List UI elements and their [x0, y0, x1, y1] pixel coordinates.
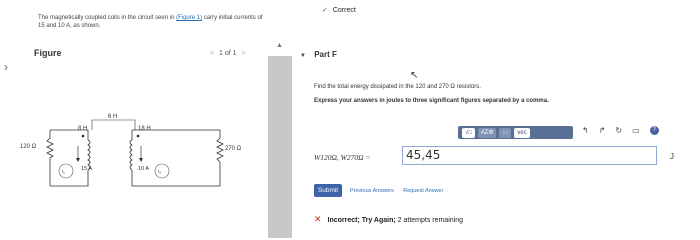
attempts-remaining: 2 attempts remaining	[397, 217, 464, 224]
problem-text-2: carry initial currents of 15 and 10 A, as shown.	[38, 15, 263, 29]
i1-symbol: i₁	[62, 169, 65, 175]
i2-value: 10 A	[138, 166, 150, 172]
r-right-label: 270 Ω	[225, 146, 242, 152]
answer-input[interactable]: 45,45	[402, 146, 657, 165]
vector-button[interactable]: vec	[514, 128, 529, 138]
reset-icon[interactable]: ↻	[615, 126, 623, 135]
math-toolbar	[458, 126, 573, 139]
subscript-button[interactable]: ↓↑	[499, 128, 511, 138]
i1-value: 15 A	[81, 166, 93, 172]
prev-figure-icon[interactable]: <	[210, 50, 215, 57]
correct-label: Correct	[332, 7, 356, 14]
l2-label: 18 H	[138, 126, 151, 132]
correct-banner	[322, 6, 356, 14]
resistor-right	[217, 138, 223, 164]
expand-arrow-icon[interactable]: ›	[4, 60, 8, 74]
pager-text: 1 of 1	[219, 50, 237, 57]
template-button[interactable]: √□	[462, 128, 475, 138]
i2-symbol: i₂	[158, 169, 162, 175]
m-label: 6 H	[108, 114, 118, 120]
scroll-track[interactable]	[268, 56, 292, 238]
help-icon[interactable]: ?	[650, 126, 659, 135]
editor-tools	[582, 126, 659, 135]
left-pane	[0, 0, 268, 238]
mouse-cursor-icon: ↖	[410, 70, 419, 81]
request-answer-link[interactable]: Request Answer	[403, 188, 444, 194]
next-figure-icon[interactable]: >	[241, 50, 246, 57]
incorrect-x-icon: ✕	[314, 214, 322, 224]
circuit-diagram	[20, 108, 275, 208]
right-pane	[292, 0, 700, 238]
collapse-triangle-icon[interactable]: ▼	[300, 53, 306, 59]
submit-button[interactable]: Submit	[314, 184, 342, 197]
previous-answers-link[interactable]: Previous Answers	[350, 188, 394, 194]
problem-text-1: The magnetically coupled coils in the circuit seen in	[38, 15, 175, 21]
figure-pager	[207, 50, 249, 57]
part-header[interactable]	[300, 50, 337, 59]
undo-icon[interactable]: ↰	[582, 126, 589, 135]
r-left-label: 120 Ω	[20, 144, 37, 150]
part-label: Part F	[314, 50, 337, 59]
question-instructions: Express your answers in joules to three significant figures separated by a comma.	[314, 98, 549, 104]
keyboard-icon[interactable]: ▭	[632, 126, 640, 135]
feedback-message	[314, 214, 463, 225]
figure-link[interactable]: (Figure 1)	[176, 15, 203, 21]
problem-statement	[38, 14, 268, 30]
question-prompt: Find the total energy dissipated in the 120 and 270 Ω resistors.	[314, 84, 481, 90]
answer-unit: J	[670, 152, 674, 161]
feedback-status: Incorrect; Try Again;	[327, 217, 396, 224]
l1-label: 8 H	[78, 126, 88, 132]
coil-right	[130, 140, 132, 170]
figure-title: Figure	[34, 48, 62, 58]
resistor-left	[47, 130, 53, 186]
greek-button[interactable]: ΑΣΦ	[478, 128, 497, 138]
scroll-up-icon[interactable]: ▲	[276, 42, 283, 49]
answer-links	[350, 188, 451, 194]
redo-icon[interactable]: ↱	[598, 126, 606, 135]
answer-label: W120Ω, W270Ω =	[314, 153, 371, 162]
check-icon: ✓	[322, 7, 328, 14]
